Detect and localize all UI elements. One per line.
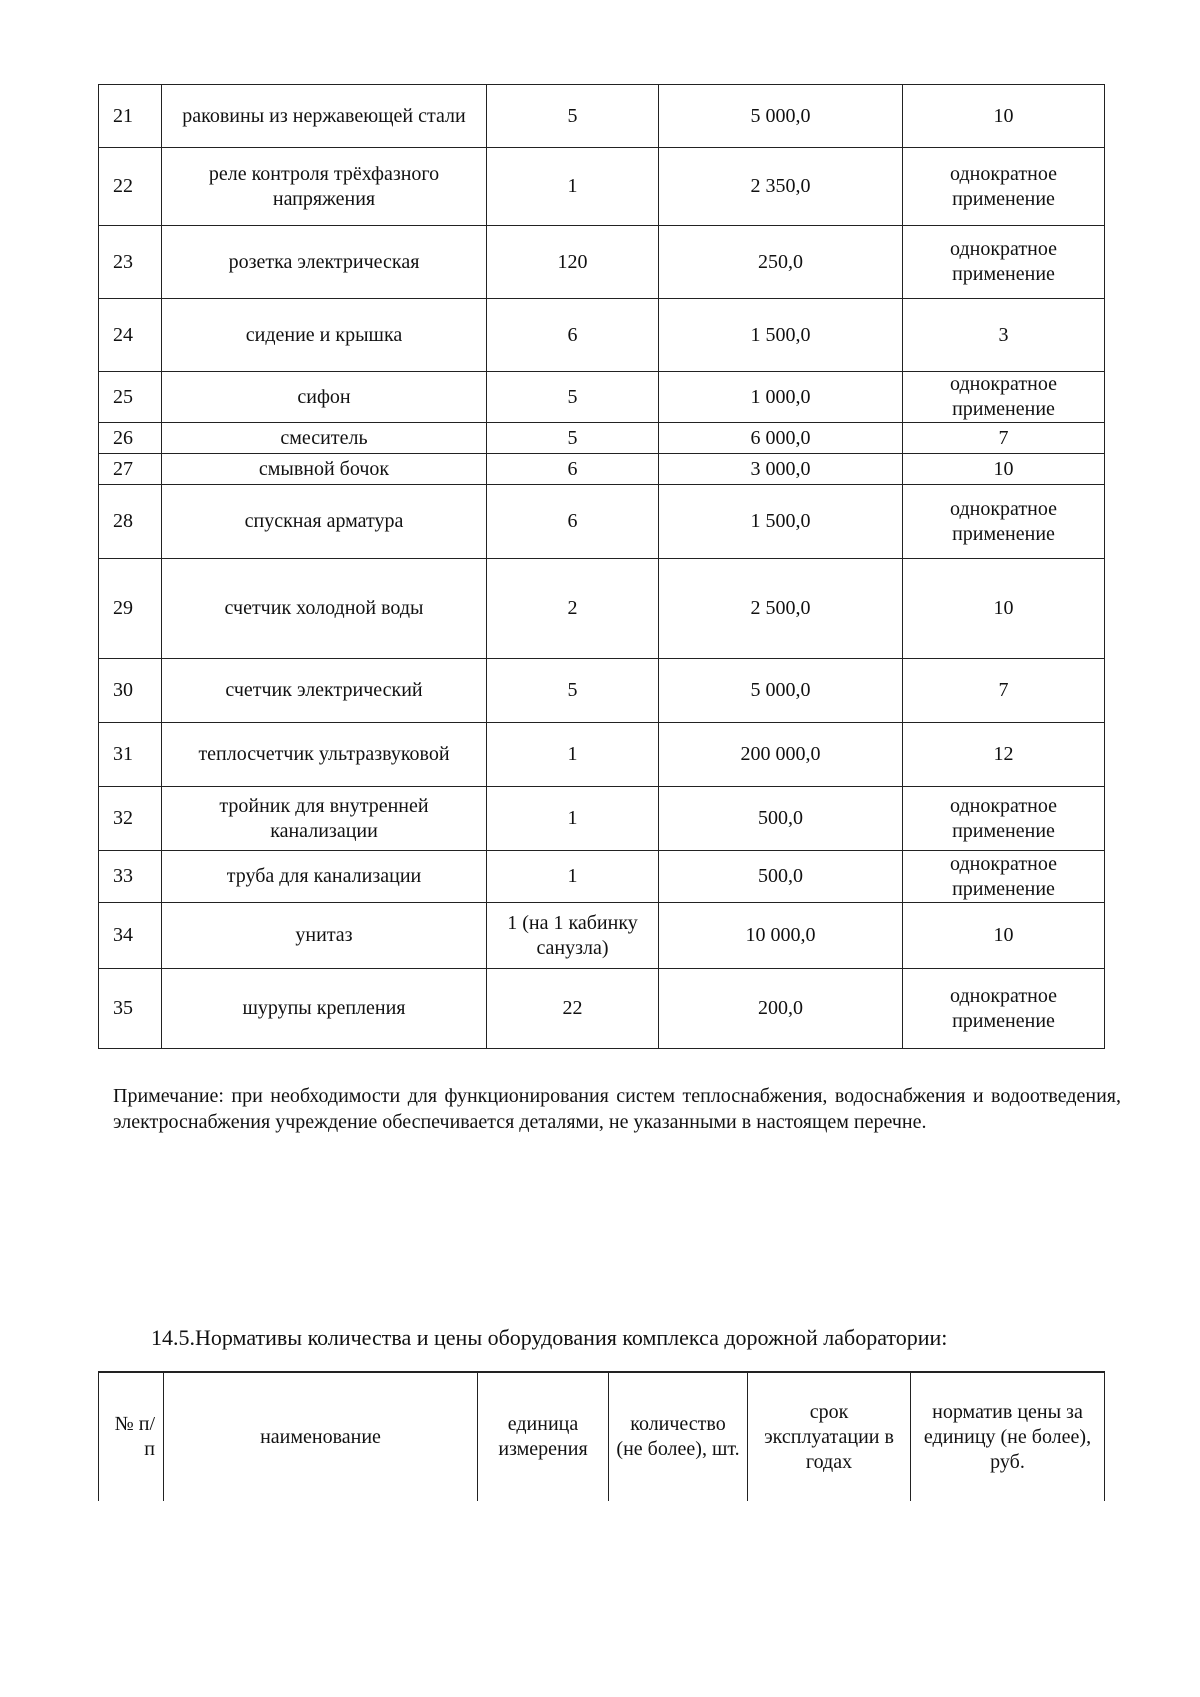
item-term: однократное применение [903,787,1105,851]
item-quantity: 120 [487,226,659,299]
table-row [99,559,1105,659]
item-price: 200,0 [659,969,903,1049]
header-name: наименование [164,1372,478,1501]
item-price: 5 000,0 [659,659,903,723]
item-quantity: 6 [487,485,659,559]
table-row [99,454,1105,485]
row-number: 34 [99,903,162,969]
item-price: 10 000,0 [659,903,903,969]
item-quantity: 1 [487,851,659,903]
row-number: 25 [99,372,162,423]
item-term: 10 [903,454,1105,485]
table-row [99,787,1105,851]
item-price: 5 000,0 [659,85,903,148]
row-number: 31 [99,723,162,787]
item-name: спускная арматура [162,485,487,559]
item-name: унитаз [162,903,487,969]
item-price: 200 000,0 [659,723,903,787]
table-row [99,969,1105,1049]
item-name: смывной бочок [162,454,487,485]
item-term: 12 [903,723,1105,787]
item-price: 500,0 [659,851,903,903]
item-name: труба для канализации [162,851,487,903]
item-price: 1 000,0 [659,372,903,423]
item-term: 10 [903,559,1105,659]
item-price: 2 350,0 [659,148,903,226]
table-row [99,423,1105,454]
item-price: 1 500,0 [659,485,903,559]
row-number: 29 [99,559,162,659]
item-quantity: 5 [487,659,659,723]
item-quantity: 5 [487,85,659,148]
table-row [99,226,1105,299]
item-name: счетчик электрический [162,659,487,723]
row-number: 24 [99,299,162,372]
header-price: норматив цены за единицу (не более), руб. [911,1372,1105,1501]
item-term: однократное применение [903,969,1105,1049]
equipment-table-header [98,1371,1105,1501]
row-number: 27 [99,454,162,485]
row-number: 30 [99,659,162,723]
item-name: розетка электрическая [162,226,487,299]
item-name: реле контроля трёхфазного напряжения [162,148,487,226]
item-price: 2 500,0 [659,559,903,659]
item-name: тройник для внутренней канализации [162,787,487,851]
item-term: 7 [903,423,1105,454]
item-name: смеситель [162,423,487,454]
items-table [98,84,1105,1049]
item-price: 3 000,0 [659,454,903,485]
item-term: 7 [903,659,1105,723]
item-quantity: 1 [487,787,659,851]
table-row [99,723,1105,787]
item-quantity: 6 [487,299,659,372]
item-name: счетчик холодной воды [162,559,487,659]
items-table-body [99,85,1105,1049]
item-name: сифон [162,372,487,423]
table-note: Примечание: при необходимости для функционирования систем теплоснабжения, водоснабжения и водоотведения, электроснабжения учреждение обеспечивается деталями, не указанными в настоящем перечне. [113,1085,1121,1133]
table-row [99,148,1105,226]
item-quantity: 22 [487,969,659,1049]
item-price: 1 500,0 [659,299,903,372]
row-number: 32 [99,787,162,851]
item-name: сидение и крышка [162,299,487,372]
item-quantity: 5 [487,423,659,454]
item-name: шурупы крепления [162,969,487,1049]
row-number: 23 [99,226,162,299]
item-term: 10 [903,903,1105,969]
section-title: 14.5.Нормативы количества и цены оборудования комплекса дорожной лаборатории: [151,1325,948,1350]
item-quantity: 1 [487,723,659,787]
table-row [99,299,1105,372]
table-row [99,659,1105,723]
header-term: срок эксплуатации в годах [748,1372,911,1501]
item-term: однократное применение [903,148,1105,226]
item-name: раковины из нержавеющей стали [162,85,487,148]
item-term: однократное применение [903,226,1105,299]
row-number: 26 [99,423,162,454]
item-quantity: 5 [487,372,659,423]
item-quantity: 6 [487,454,659,485]
item-quantity: 1 [487,148,659,226]
header-qty: количество (не более), шт. [609,1372,748,1501]
table-row [99,903,1105,969]
header-no: № п/п [99,1372,164,1501]
table-row [99,851,1105,903]
row-number: 28 [99,485,162,559]
header-unit: единица измерения [478,1372,609,1501]
row-number: 22 [99,148,162,226]
item-term: 10 [903,85,1105,148]
item-quantity: 1 (на 1 кабинку санузла) [487,903,659,969]
row-number: 33 [99,851,162,903]
table-row [99,485,1105,559]
item-term: однократное применение [903,851,1105,903]
item-quantity: 2 [487,559,659,659]
header-row [99,1372,1105,1501]
item-term: однократное применение [903,372,1105,423]
row-number: 35 [99,969,162,1049]
table-row [99,372,1105,423]
item-term: однократное применение [903,485,1105,559]
item-name: теплосчетчик ультразвуковой [162,723,487,787]
item-price: 6 000,0 [659,423,903,454]
item-price: 250,0 [659,226,903,299]
table-row [99,85,1105,148]
item-price: 500,0 [659,787,903,851]
row-number: 21 [99,85,162,148]
item-term: 3 [903,299,1105,372]
